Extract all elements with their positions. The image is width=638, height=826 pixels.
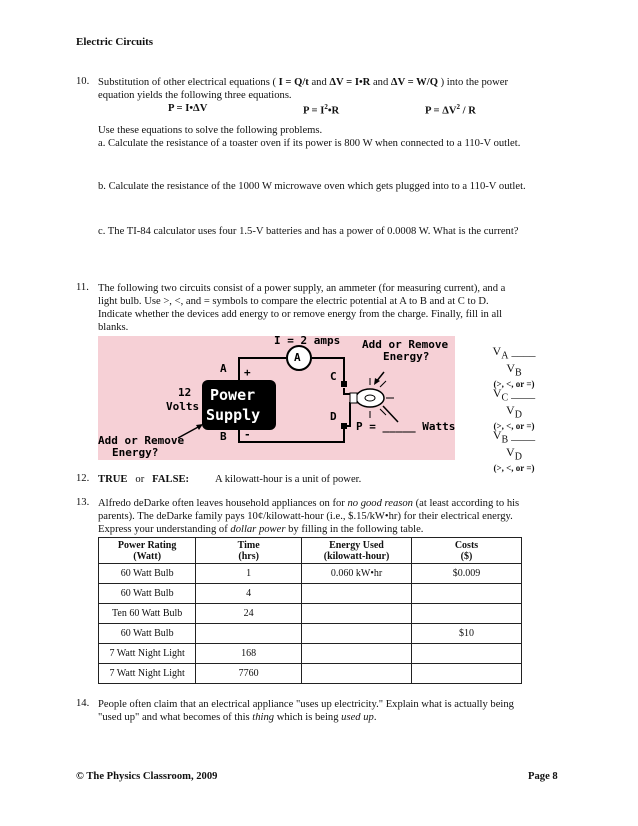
power-supply-label-2: Supply xyxy=(206,406,261,424)
ammeter-label: A xyxy=(294,351,301,364)
question-10-instructions: Use these equations to solve the following problems. xyxy=(98,125,323,136)
table-cell: 60 Watt Bulb xyxy=(99,624,196,644)
question-14-line1: People often claim that an electrical appliance "uses up electricity." Explain what is actually being xyxy=(98,699,514,710)
header-line: (kilowatt-hour) xyxy=(323,550,390,562)
header-costs xyxy=(412,538,522,564)
question-13-line3 xyxy=(98,523,423,536)
header-line: Energy Used xyxy=(329,539,384,551)
compare-right: V xyxy=(506,403,515,418)
compare-right: V xyxy=(506,361,515,376)
q10-equation-voltage: ΔV = W/Q xyxy=(390,77,438,88)
question-10a: a. Calculate the resistance of a toaster oven if its power is 800 W when connected to a 110-V outlet. xyxy=(98,138,521,149)
q10-text: and xyxy=(370,77,391,88)
question-10-line1 xyxy=(98,76,508,89)
power-watts-label: P = _____ Watts xyxy=(356,420,456,433)
compare-right-sub: D xyxy=(514,451,522,463)
circuit-diagram xyxy=(98,336,455,460)
compare-right: V xyxy=(506,445,515,460)
point-a-label: A xyxy=(220,362,227,375)
compare-left: V xyxy=(492,386,502,400)
table-row xyxy=(99,664,522,684)
table-cell xyxy=(196,624,302,644)
table-cell xyxy=(412,604,522,624)
q13-text: by filling in the following table. xyxy=(285,524,424,535)
table-cell: 168 xyxy=(196,644,302,664)
footer-page-number: Page 8 xyxy=(528,771,558,782)
q14-italic: thing xyxy=(252,712,275,723)
voltage-unit: Volts xyxy=(166,400,200,413)
header-energy-used xyxy=(302,538,412,564)
false-choice: FALSE xyxy=(152,474,186,485)
bulb-ray xyxy=(380,409,386,415)
q10-equation-current: I = Q/t xyxy=(278,77,309,88)
header-line: Power Rating xyxy=(117,539,177,551)
true-choice: TRUE xyxy=(98,474,128,485)
question-13-number: 13. xyxy=(76,497,90,508)
table-cell: 7 Watt Night Light xyxy=(99,644,196,664)
add-remove-top-2: Energy? xyxy=(383,350,430,363)
bulb-base xyxy=(350,393,357,403)
table-cell xyxy=(412,584,522,604)
question-13-line1 xyxy=(98,497,519,510)
energy-cost-table xyxy=(98,537,522,684)
point-b-label: B xyxy=(220,430,227,443)
header-line: ($) xyxy=(460,550,473,562)
compare-left-sub: B xyxy=(501,434,509,446)
point-d-label: D xyxy=(330,410,337,423)
header-line: (Watt) xyxy=(133,550,162,562)
compare-right-sub: D xyxy=(514,409,522,421)
current-label: I = 2 amps xyxy=(274,334,341,347)
compare-expression: $V_B$ ____ $V_D$ xyxy=(492,428,536,463)
node-c xyxy=(341,381,347,387)
compare-left: V xyxy=(492,344,502,358)
node-d xyxy=(341,423,347,429)
table-cell: 7 Watt Night Light xyxy=(99,664,196,684)
compare-vc-vd xyxy=(484,386,544,431)
question-10-line2: equation yields the following three equations. xyxy=(98,90,292,101)
table-cell xyxy=(302,664,412,684)
bulb-ray xyxy=(380,381,386,387)
q10-text: Substitution of other electrical equations ( xyxy=(98,77,279,88)
compare-hint: (>, <, or =) xyxy=(493,420,535,431)
add-remove-top-1: Add or Remove xyxy=(362,338,449,351)
question-10-number: 10. xyxy=(76,76,90,87)
question-11-line4: blanks. xyxy=(98,322,129,333)
question-12-statement: A kilowatt-hour is a unit of power. xyxy=(215,474,362,485)
table-cell: 0.060 kW•hr xyxy=(302,564,412,584)
wire-top-right xyxy=(312,358,344,382)
question-10c: c. The TI-84 calculator uses four 1.5-V batteries and has a power of 0.0008 W. What is the current? xyxy=(98,226,519,237)
q13-text: Alfredo deDarke often leaves household appliances on for xyxy=(98,498,348,509)
compare-hint: (>, <, or =) xyxy=(493,378,535,389)
power-equation-2: $P = I^2•R$ xyxy=(303,103,340,117)
header-line: Time xyxy=(237,539,260,551)
compare-left-sub: A xyxy=(501,350,509,362)
compare-hint: (>, <, or =) xyxy=(493,462,535,473)
section-header: Electric Circuits xyxy=(76,36,154,48)
table-cell xyxy=(302,584,412,604)
table-cell xyxy=(412,664,522,684)
q10-text: ) into the power xyxy=(437,77,508,88)
table-row xyxy=(99,564,522,584)
power-equation-3: $P = \Delta V^2 / R$ xyxy=(425,103,476,117)
q10-text: and xyxy=(308,77,330,88)
compare-vb-vd xyxy=(484,428,544,473)
question-11-line1: The following two circuits consist of a power supply, an ammeter (for measuring current), and a xyxy=(98,283,506,294)
point-c-label: C xyxy=(330,370,337,383)
q13-text: (at least according to his xyxy=(412,498,520,509)
table-header-row xyxy=(99,538,522,564)
table-cell: 60 Watt Bulb xyxy=(99,564,196,584)
header-time xyxy=(196,538,302,564)
header-line: Costs xyxy=(454,539,479,551)
header-power-rating xyxy=(99,538,196,564)
table-cell: Ten 60 Watt Bulb xyxy=(99,604,196,624)
question-14-number: 14. xyxy=(76,698,90,709)
q14-italic: used up xyxy=(341,712,374,723)
question-10b: b. Calculate the resistance of the 1000 W microwave oven which gets plugged into to a 110-V outlet. xyxy=(98,181,526,192)
q10-equation-ohm: ΔV = I•R xyxy=(329,77,371,88)
positive-terminal-label: + xyxy=(244,366,251,379)
q13-italic: no good reason xyxy=(347,498,413,509)
add-remove-bottom-1: Add or Remove xyxy=(98,434,185,447)
colon: : xyxy=(185,474,190,485)
footer-copyright: © The Physics Classroom, 2009 xyxy=(76,771,218,782)
table-cell: $0.009 xyxy=(412,564,522,584)
compare-va-vb xyxy=(484,344,544,389)
question-12-choices xyxy=(98,473,189,486)
compare-right-sub: B xyxy=(515,367,522,379)
question-11-number: 11. xyxy=(76,282,89,293)
table-cell: 60 Watt Bulb xyxy=(99,584,196,604)
table-cell: 4 xyxy=(196,584,302,604)
add-remove-bottom-2: Energy? xyxy=(112,446,159,459)
compare-expression: $V_C$ ____ $V_D$ xyxy=(492,386,536,421)
q14-text: which is being xyxy=(274,712,342,723)
table-row xyxy=(99,604,522,624)
or-text: or xyxy=(135,474,145,485)
q14-text: "used up" and what becomes of this xyxy=(98,712,253,723)
question-11-line3: Indicate whether the devices add energy to or remove energy from the charge. Finally, fill in all xyxy=(98,309,503,320)
table-row xyxy=(99,624,522,644)
table-cell xyxy=(302,644,412,664)
q14-text: . xyxy=(373,712,377,723)
question-12-number: 12. xyxy=(76,473,90,484)
power-equation-1: P = I•ΔV xyxy=(168,103,208,114)
voltage-number: 12 xyxy=(178,386,192,399)
question-13-line2: parents). The deDarke family pays 10¢/kilowatt-hour (i.e., $.15/kW•hr) for their electrical energy. xyxy=(98,511,513,522)
question-11-line2: light bulb. Use >, <, and = symbols to compare the electric potential at A to B and at C to D. xyxy=(98,296,489,307)
question-14-line2 xyxy=(98,711,377,724)
compare-left: V xyxy=(492,428,502,442)
header-line: (hrs) xyxy=(238,550,259,562)
table-cell xyxy=(302,624,412,644)
power-supply-label-1: Power xyxy=(210,386,256,404)
q13-italic: dollar power xyxy=(230,524,286,535)
power-supply xyxy=(202,380,276,430)
table-row xyxy=(99,584,522,604)
table-cell: $10 xyxy=(412,624,522,644)
negative-terminal-label: - xyxy=(244,428,251,441)
wire-from-bulb xyxy=(344,402,350,426)
table-cell xyxy=(412,644,522,664)
q13-text: Express your understanding of xyxy=(98,524,231,535)
compare-left-sub: C xyxy=(501,392,509,404)
table-cell: 7760 xyxy=(196,664,302,684)
table-row xyxy=(99,644,522,664)
compare-expression: $V_A$ ____ $V_B$ xyxy=(492,344,536,379)
table-cell: 1 xyxy=(196,564,302,584)
table-cell xyxy=(302,604,412,624)
table-cell: 24 xyxy=(196,604,302,624)
light-bulb-icon xyxy=(356,389,384,407)
